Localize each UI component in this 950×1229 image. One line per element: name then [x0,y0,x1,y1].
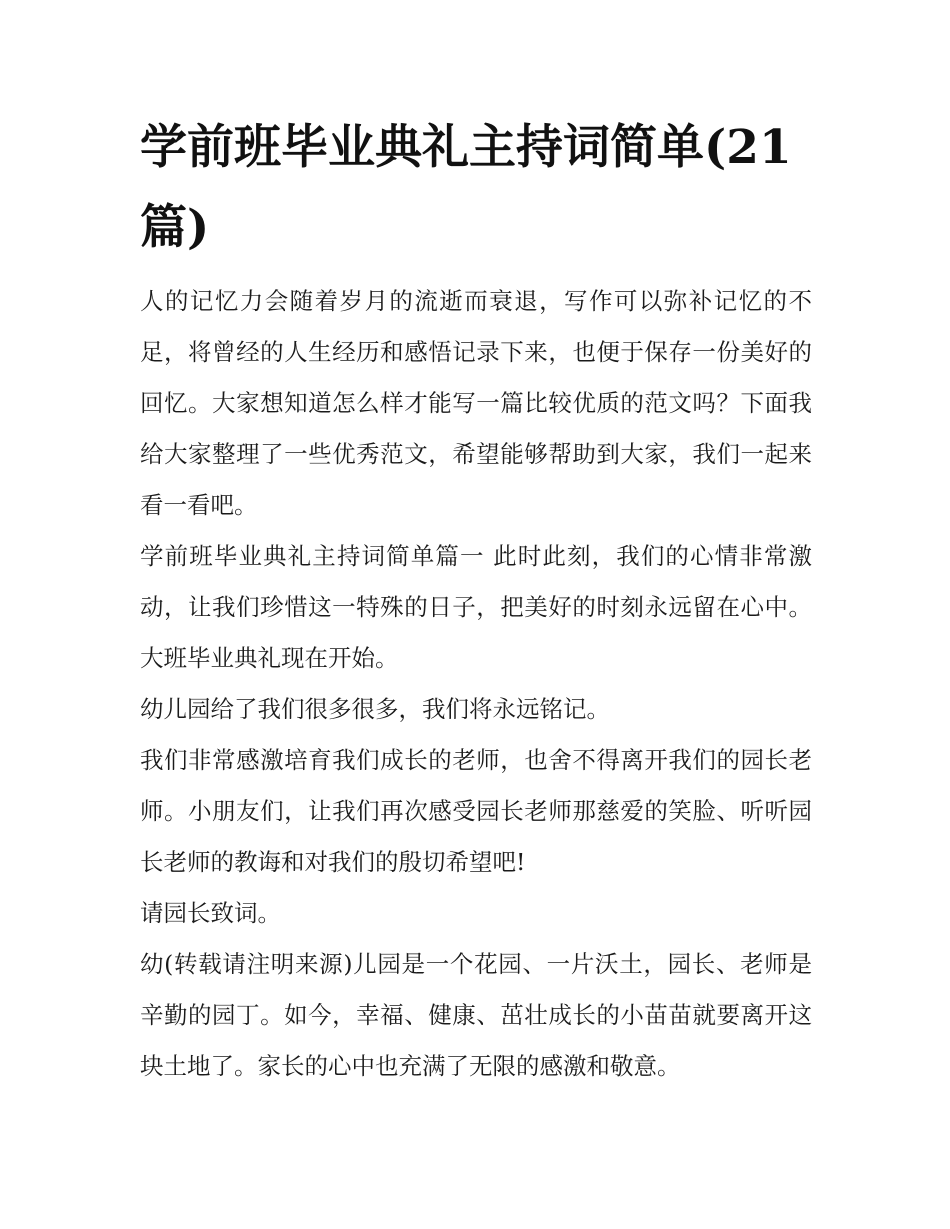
paragraph-teachers: 我们非常感激培育我们成长的老师，也舍不得离开我们的园长老师。小朋友们，让我们再次感受园长老师那慈爱的笑脸、听听园长老师的教诲和对我们的殷切希望吧! [140,746,812,876]
paragraph-principal-speech: 请园长致词。 [140,899,281,927]
paragraph-intro: 人的记忆力会随着岁月的流逝而衰退，写作可以弥补记忆的不足，将曾经的人生经历和感悟记录下来，也便于保存一份美好的回忆。大家想知道怎么样才能写一篇比较优质的范文吗？下面我给大家整理了一些优秀范文，希望能够帮助到大家，我们一起来看一看吧。 [140,287,812,519]
document-content [140,108,812,1092]
paragraph-garden: 幼(转载请注明来源)儿园是一个花园、一片沃土，园长、老师是辛勤的园丁。如今，幸福、健康、茁壮成长的小苗苗就要离开这块土地了。家长的心中也充满了无限的感激和敬意。 [140,950,812,1080]
document-title: 学前班毕业典礼主持词简单(21篇) [140,120,792,255]
paragraph-kindergarten: 幼儿园给了我们很多很多，我们将永远铭记。 [140,695,610,723]
paragraph-opening: 学前班毕业典礼主持词简单篇一 此时此刻，我们的心情非常激动，让我们珍惜这一特殊的日子，把美好的时刻永远留在心中。 大班毕业典礼现在开始。 [140,542,812,672]
